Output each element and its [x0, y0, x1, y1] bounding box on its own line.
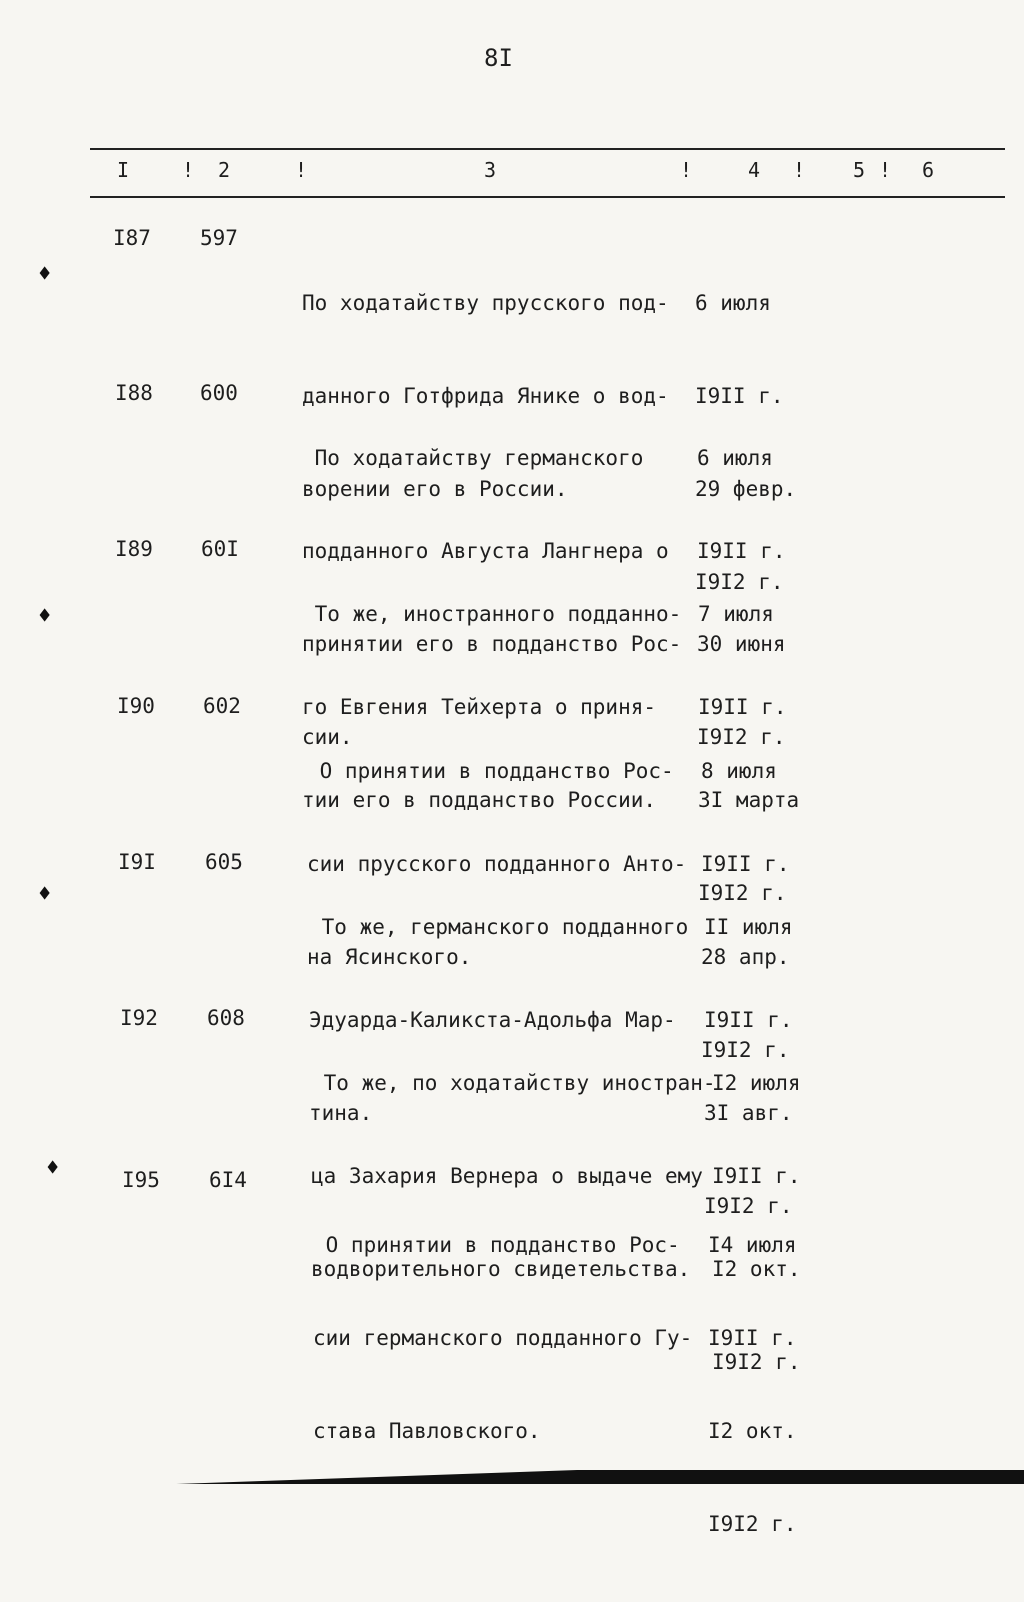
- description-line: То же, по ходатайству иностран-: [311, 1071, 716, 1095]
- description-line: По ходатайству прусского под-: [302, 291, 669, 315]
- date-line: II июля: [704, 915, 793, 939]
- entry-description: [313, 1168, 708, 1509]
- punch-hole-mark-icon: ♦: [46, 1156, 60, 1181]
- date-line: 3I марта: [698, 788, 800, 812]
- date-line: I9I2 г.: [698, 881, 787, 905]
- date-line: I9II г.: [712, 1164, 801, 1188]
- header-col-3: 3: [484, 158, 497, 182]
- header-col-1: I: [117, 158, 130, 182]
- entry-number: I87: [113, 226, 151, 250]
- description-line: По ходатайству германского: [302, 446, 644, 470]
- description-line: ворении его в России.: [302, 477, 568, 501]
- description-line: принятии его в подданство Рос-: [302, 632, 682, 656]
- header-separator: !: [793, 158, 806, 182]
- date-line: I9I2 г.: [701, 1038, 790, 1062]
- header-col-5: 5: [853, 158, 866, 182]
- description-line: тии его в подданство России.: [302, 788, 657, 812]
- table-header-rule: [90, 196, 1005, 198]
- date-line: I2 окт.: [712, 1257, 801, 1281]
- description-line: го Евгения Тейхерта о приня-: [302, 695, 657, 719]
- case-number: 600: [200, 381, 238, 405]
- date-line: I9I2 г.: [697, 725, 786, 749]
- description-line: Эдуарда-Каликста-Адольфа Мар-: [309, 1008, 676, 1032]
- date-line: 6 июля: [697, 446, 773, 470]
- description-line: То же, иностранного подданно-: [302, 602, 682, 626]
- entry-number: I92: [120, 1006, 158, 1030]
- date-line: I2 июля: [712, 1071, 801, 1095]
- header-col-6: 6: [922, 158, 935, 182]
- entry-number: I88: [115, 381, 153, 405]
- date-line: I9II г.: [704, 1008, 793, 1032]
- description-line: тина.: [309, 1101, 373, 1125]
- entry-number: I95: [122, 1168, 160, 1192]
- description-line: ца Захария Вернера о выдаче ему: [311, 1164, 703, 1188]
- description-line: То же, германского подданного: [309, 915, 689, 939]
- case-number: 60I: [201, 537, 239, 561]
- case-number: 608: [207, 1006, 245, 1030]
- date-line: I9I2 г.: [695, 570, 784, 594]
- date-line: 3I авг.: [704, 1101, 793, 1125]
- entry-number: I89: [115, 537, 153, 561]
- description-line: на Ясинского.: [307, 945, 472, 969]
- scan-edge-shadow: [0, 1470, 1024, 1484]
- date-line: 30 июня: [697, 632, 786, 656]
- case-number: 605: [205, 850, 243, 874]
- description-line: сии прусского подданного Анто-: [307, 852, 687, 876]
- description-line: О принятии в подданство Рос-: [307, 759, 674, 783]
- description-line: водворительного свидетельства.: [311, 1257, 691, 1281]
- date-line: I9I2 г.: [712, 1350, 801, 1374]
- entry-number: I90: [117, 694, 155, 718]
- case-number: 6I4: [209, 1168, 247, 1192]
- page-number: 8I: [484, 44, 513, 72]
- header-col-2: 2: [218, 158, 231, 182]
- entry-dates: [708, 1168, 797, 1602]
- date-line: 28 апр.: [701, 945, 790, 969]
- date-line: I9II г.: [708, 1326, 797, 1350]
- header-separator: !: [879, 158, 892, 182]
- date-line: I2 окт.: [708, 1419, 797, 1443]
- date-line: I9II г.: [698, 695, 787, 719]
- header-col-4: 4: [748, 158, 761, 182]
- description-line: данного Готфрида Янике о вод-: [302, 384, 669, 408]
- date-line: I9II г.: [697, 539, 786, 563]
- description-line: подданного Августа Лангнера о: [302, 539, 669, 563]
- description-line: става Павловского.: [313, 1419, 541, 1443]
- date-line: I4 июля: [708, 1233, 797, 1257]
- description-line: О принятии в подданство Рос-: [313, 1233, 680, 1257]
- punch-hole-mark-icon: ♦: [38, 604, 52, 629]
- date-line: 6 июля: [695, 291, 771, 315]
- header-separator: !: [295, 158, 308, 182]
- description-line: сии германского подданного Гу-: [313, 1326, 693, 1350]
- case-number: 597: [200, 226, 238, 250]
- date-line: I9I2 г.: [708, 1512, 797, 1536]
- date-line: I9II г.: [695, 384, 784, 408]
- date-line: I9I2 г.: [704, 1194, 793, 1218]
- date-line: 7 июля: [698, 602, 774, 626]
- table-row: [0, 1168, 1024, 1536]
- case-number: 602: [203, 694, 241, 718]
- date-line: I9II г.: [701, 852, 790, 876]
- table-header: [0, 158, 1024, 188]
- header-separator: !: [680, 158, 693, 182]
- entry-number: I9I: [118, 850, 156, 874]
- punch-hole-mark-icon: ♦: [38, 882, 52, 907]
- date-line: 8 июля: [701, 759, 777, 783]
- date-line: 29 февр.: [695, 477, 797, 501]
- header-separator: !: [182, 158, 195, 182]
- table-top-rule: [90, 148, 1005, 150]
- punch-hole-mark-icon: ♦: [38, 262, 52, 287]
- description-line: сии.: [302, 725, 353, 749]
